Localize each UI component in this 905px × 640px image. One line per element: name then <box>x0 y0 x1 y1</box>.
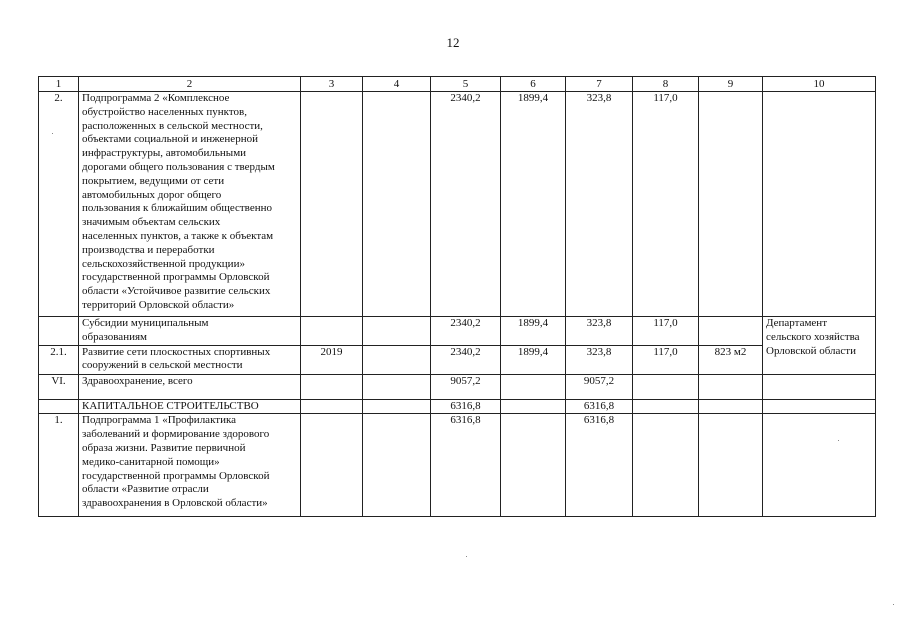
table-row <box>39 414 876 517</box>
table-row <box>39 345 876 374</box>
year-cell <box>301 317 363 346</box>
row-number: 2.1. <box>39 345 79 374</box>
value-cell <box>501 414 566 517</box>
row-number <box>39 399 79 414</box>
row-number: 1. <box>39 414 79 517</box>
page-number: 12 <box>446 35 460 50</box>
value-cell: 117,0 <box>633 317 699 346</box>
column-header: 7 <box>566 77 633 92</box>
column-header: 8 <box>633 77 699 92</box>
column-header: 3 <box>301 77 363 92</box>
year-cell <box>301 374 363 399</box>
value-cell: 2340,2 <box>431 92 501 317</box>
scan-speck <box>52 133 53 134</box>
column-header: 5 <box>431 77 501 92</box>
capacity-cell <box>699 399 763 414</box>
value-cell: 117,0 <box>633 92 699 317</box>
column-header: 1 <box>39 77 79 92</box>
value-cell: 2340,2 <box>431 317 501 346</box>
column-header: 2 <box>79 77 301 92</box>
scan-speck <box>893 604 894 605</box>
value-cell <box>501 399 566 414</box>
value-cell: 1899,4 <box>501 345 566 374</box>
value-cell: 6316,8 <box>566 414 633 517</box>
row-description: Подпрограмма 1 «Профилактика заболеваний и формирование здорового образа жизни. Развитие первичной медико-санитарной помощи» государственной программы Орловской области «Развитие отрасли здравоохранения в Орловской области» <box>79 414 301 517</box>
row-number: VI. <box>39 374 79 399</box>
responsible-cell <box>763 374 876 399</box>
value-cell: 117,0 <box>633 345 699 374</box>
scan-speck <box>466 556 467 557</box>
scan-speck <box>838 440 839 441</box>
capacity-cell: 823 м2 <box>699 345 763 374</box>
column-header: 4 <box>363 77 431 92</box>
value-cell: 323,8 <box>566 92 633 317</box>
responsible-cell: Департамент сельского хозяйства Орловской области <box>763 317 876 375</box>
row-number <box>39 317 79 346</box>
responsible-cell <box>763 414 876 517</box>
value-cell: 6316,8 <box>566 399 633 414</box>
table-row <box>39 92 876 317</box>
value-cell: 9057,2 <box>566 374 633 399</box>
value-cell: 6316,8 <box>431 414 501 517</box>
column-header: 6 <box>501 77 566 92</box>
value-cell: 6316,8 <box>431 399 501 414</box>
cell <box>363 345 431 374</box>
value-cell <box>501 374 566 399</box>
value-cell: 1899,4 <box>501 317 566 346</box>
cell <box>363 317 431 346</box>
value-cell: 323,8 <box>566 345 633 374</box>
cell <box>363 92 431 317</box>
header-row <box>39 77 876 92</box>
year-cell <box>301 414 363 517</box>
column-header: 10 <box>763 77 876 92</box>
capacity-cell <box>699 414 763 517</box>
row-description: Здравоохранение, всего <box>79 374 301 399</box>
row-description: КАПИТАЛЬНОЕ СТРОИТЕЛЬСТВО <box>79 399 301 414</box>
cell <box>363 399 431 414</box>
responsible-cell <box>763 399 876 414</box>
capacity-cell <box>699 374 763 399</box>
value-cell: 9057,2 <box>431 374 501 399</box>
table-row <box>39 317 876 346</box>
responsible-cell <box>763 92 876 317</box>
table-row <box>39 399 876 414</box>
value-cell <box>633 374 699 399</box>
year-cell <box>301 92 363 317</box>
capacity-cell <box>699 92 763 317</box>
value-cell: 323,8 <box>566 317 633 346</box>
column-header: 9 <box>699 77 763 92</box>
value-cell: 2340,2 <box>431 345 501 374</box>
cell <box>363 374 431 399</box>
budget-table <box>38 76 876 517</box>
row-description: Субсидии муниципальным образованиям <box>79 317 301 346</box>
table-row <box>39 374 876 399</box>
year-cell <box>301 399 363 414</box>
value-cell <box>633 414 699 517</box>
capacity-cell <box>699 317 763 346</box>
value-cell: 1899,4 <box>501 92 566 317</box>
row-description: Подпрограмма 2 «Комплексное обустройство населенных пунктов, расположенных в сельской местности, объектами социальной и инженерной инфраструктуры, автомобильными дорогами общего пользования с твердым покрытием, ведущими от сети автомобильных дорог общего пользования к ближайшим общественно значимым объектам сельских населенных пунктов, а также к объектам производства и переработки сельскохозяйственной продукции» государственной программы Орловской области «Устойчивое развитие сельских территорий Орловской области» <box>79 92 301 317</box>
value-cell <box>633 399 699 414</box>
row-description: Развитие сети плоскостных спортивных сооружений в сельской местности <box>79 345 301 374</box>
year-cell: 2019 <box>301 345 363 374</box>
cell <box>363 414 431 517</box>
row-number: 2. <box>39 92 79 317</box>
